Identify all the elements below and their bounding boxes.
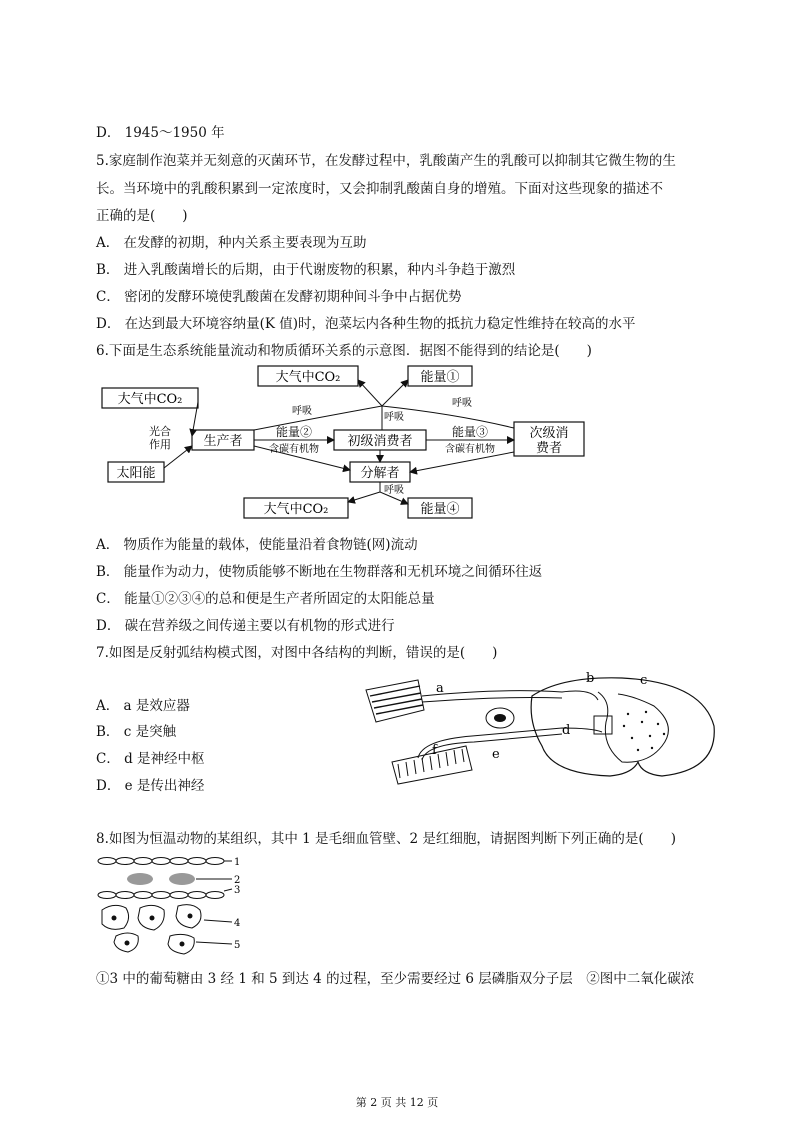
q6-option-c: C． 能量①②③④的总和便是生产者所固定的太阳能总量 <box>96 591 435 607</box>
label-4: 4 <box>234 918 241 929</box>
q6-stem: 6.下面是生态系统能量流动和物质循环关系的示意图．据图不能得到的结论是( ) <box>96 343 592 359</box>
label-e: e <box>492 747 500 762</box>
q5-option-a: A． 在发酵的初期，种内关系主要表现为互助 <box>96 235 367 251</box>
label-primary-consumer: 初级消费者 <box>347 434 413 449</box>
page-footer: 第 2 页 共 12 页 <box>355 1096 439 1109</box>
label-energy3: 能量③ <box>451 425 489 439</box>
red-blood-cell <box>169 873 195 885</box>
label-1: 1 <box>234 857 241 868</box>
arrow-secondary-to-decomposer <box>410 452 514 472</box>
label-secondary-2: 费者 <box>535 441 563 456</box>
label-2: 2 <box>234 875 241 886</box>
q7-option-c: C． d 是神经中枢 <box>96 751 205 767</box>
q8-stem: 8.如图为恒温动物的某组织，其中 1 是毛细血管壁、2 是红细胞，请据图判断下列正确的是( ) <box>96 831 676 847</box>
q5-option-b: B． 进入乳酸菌增长的后期，由于代谢废物的积累，种内斗争趋于激烈 <box>96 262 516 278</box>
label-resp-3: 呼吸 <box>452 398 472 409</box>
capillary-wall-top <box>98 858 224 865</box>
label-resp-1: 呼吸 <box>292 406 312 417</box>
label-co2-left: 大气中CO₂ <box>117 392 183 407</box>
afferent-nerve <box>418 728 602 758</box>
q5-stem-line2: 长。当环境中的乳酸积累到一定浓度时，又会抑制乳酸菌自身的增殖。下面对这些现象的描述不 <box>96 181 663 197</box>
label-resp-4: 呼吸 <box>384 485 404 496</box>
arrow-resp-to-energy1 <box>382 380 408 406</box>
label-secondary-1: 次级消 <box>529 426 569 441</box>
label-organic-a: 含碳有机物 <box>269 444 319 455</box>
label-3: 3 <box>234 885 241 896</box>
arrow-decomposer-to-co2 <box>348 482 380 502</box>
label-f: f <box>432 743 437 758</box>
label-b: b <box>586 671 595 686</box>
red-blood-cell <box>127 873 153 885</box>
q6-option-a: A． 物质作为能量的载体，使能量沿着食物链(网)流动 <box>96 537 418 553</box>
interneuron-box <box>594 716 612 734</box>
q8-statement: ①3 中的葡萄糖由 3 经 1 和 5 到达 4 的过程，至少需要经过 6 层磷脂双分子层 ②图中二氧化碳浓 <box>96 971 695 987</box>
q6-option-b: B． 能量作为动力，使物质能够不断地在生物群落和无机环境之间循环往返 <box>96 564 543 580</box>
q7-option-b: B． c 是突触 <box>96 724 177 740</box>
label-5: 5 <box>234 940 241 951</box>
line-producer-resp <box>254 406 382 430</box>
label-resp-2: 呼吸 <box>384 412 404 423</box>
q6-option-d: D． 碳在营养级之间传递主要以有机物的形式进行 <box>96 618 395 634</box>
q7-stem: 7.如图是反射弧结构模式图，对图中各结构的判断，错误的是( ) <box>96 645 498 661</box>
efferent-nerve <box>422 691 598 700</box>
label-co2-top: 大气中CO₂ <box>275 370 341 385</box>
tissue-diagram <box>96 852 256 958</box>
label-energy4: 能量④ <box>420 502 460 517</box>
label-co2-bottom: 大气中CO₂ <box>263 502 329 517</box>
label-photosynthesis-2: 作用 <box>149 438 171 451</box>
capillary-wall-bottom <box>98 892 224 899</box>
q7-option-a: A． a 是效应器 <box>96 698 190 714</box>
label-c: c <box>640 673 648 688</box>
spinal-cord <box>531 678 714 776</box>
tissue-cells <box>102 905 201 954</box>
energy-flow-diagram <box>96 362 596 522</box>
label-d: d <box>562 723 571 738</box>
q4-option-d: D． 1945～1950 年 <box>96 125 225 141</box>
label-producer: 生产者 <box>203 434 243 449</box>
label-energy1: 能量① <box>420 370 460 385</box>
label-energy2: 能量② <box>275 425 313 439</box>
label-photosynthesis-1: 光合 <box>149 425 171 438</box>
q5-option-c: C． 密闭的发酵环境使乳酸菌在发酵初期种间斗争中占据优势 <box>96 289 462 305</box>
arrow-resp-to-co2-top <box>358 380 382 406</box>
reflex-arc-diagram <box>362 666 722 792</box>
label-a: a <box>436 681 444 696</box>
q5-option-d: D． 在达到最大环境容纳量(K 值)时，泡菜坛内各种生物的抵抗力稳定性维持在较高的水平 <box>96 316 636 332</box>
label-sun: 太阳能 <box>116 466 156 481</box>
q5-stem-line1: 5.家庭制作泡菜并无刻意的灭菌环节，在发酵过程中，乳酸菌产生的乳酸可以抑制其它微生物的生 <box>96 153 676 169</box>
q5-stem-line3: 正确的是( ) <box>96 208 188 224</box>
label-decomposer: 分解者 <box>360 466 400 481</box>
effector-muscle <box>366 680 424 722</box>
label-organic-b: 含碳有机物 <box>445 444 495 455</box>
q7-option-d: D． e 是传出神经 <box>96 778 205 794</box>
